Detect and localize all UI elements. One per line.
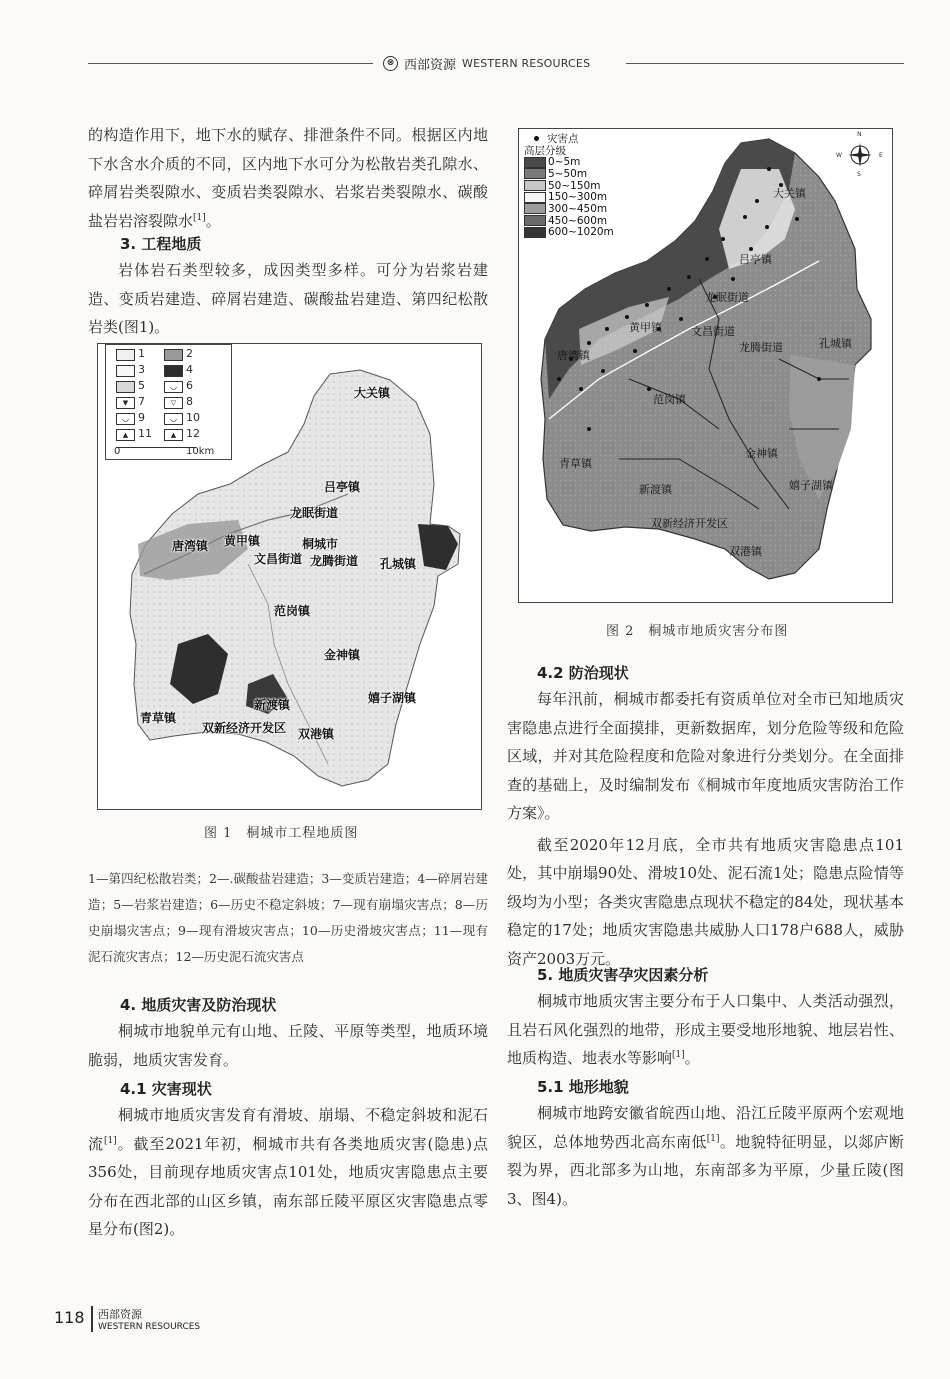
section-5-body-a: 桐城市地质灾害主要分布于人口集中、人类活动强烈，且岩石风化强烈的地带，形成主要受地形地貌、地层岩性、地质构造、地表水等影响 bbox=[507, 992, 904, 1067]
legend-elev-swatch-7 bbox=[524, 227, 546, 238]
figure-1-legend-note: 1—第四纪松散岩类；2—.碳酸盐岩建造；3—变质岩建造；4—碎屑岩建造；5—岩浆岩建造；6—历史不稳定斜坡；7—现有崩塌灾害点；8—历史崩塌灾害点；9—现有滑坡灾害点；10—历史滑坡灾害点；11—现有泥石流灾害点；12—历史泥石流灾害点 bbox=[88, 871, 488, 964]
legend-swatch-1 bbox=[116, 349, 135, 361]
fig1-place-tongcheng: 桐城市 bbox=[302, 537, 339, 551]
fig1-place-kongcheng: 孔城镇 bbox=[380, 557, 417, 571]
intro-text: 的构造作用下，地下水的赋存、排泄条件不同。根据区内地下水含水介质的不同，区内地下水可分为松散岩类孔隙水、碎屑岩类裂隙水、变质岩类裂隙水、岩浆岩类裂隙水、碳酸盐岩岩溶裂隙水 bbox=[88, 126, 488, 230]
compass-e: E bbox=[879, 152, 883, 159]
legend-num-5: 5 bbox=[138, 379, 145, 392]
section-4-2-title: 4.2 防治现状 bbox=[537, 664, 629, 682]
fig2-place-shuangxin: 双新经济开发区 bbox=[651, 517, 728, 530]
figure-1-legend bbox=[105, 344, 232, 460]
running-header bbox=[383, 54, 623, 72]
fig1-place-longmian: 龙眠街道 bbox=[290, 506, 339, 520]
fig2-place-longmian: 龙眠街道 bbox=[705, 291, 749, 304]
legend-swatch-10: ◡ bbox=[164, 413, 183, 425]
section-4-1-body-a: 桐城市地质灾害发育有滑坡、崩塌、不稳定斜坡和泥石流 bbox=[88, 1106, 488, 1153]
section-4-1-ref: [1] bbox=[103, 1135, 117, 1146]
fig2-place-huangjia: 黄甲镇 bbox=[629, 321, 662, 334]
legend-swatch-3 bbox=[116, 365, 135, 377]
legend-swatch-8: ▽ bbox=[164, 397, 183, 409]
legend-elev-row-1 bbox=[524, 156, 614, 168]
section-4-2-body-1: 每年汛前，桐城市都委托有资质单位对全市已知地质灾害隐患点进行全面摸排，更新数据库，划分危险等级和危险区域，并对其危险程度和危险对象进行分类划分。在全面排查的基础上，及时编制发布《桐城市年度地质灾害防治工作方案》。 bbox=[507, 690, 904, 822]
journal-logo-icon: ⊗ bbox=[383, 56, 398, 71]
legend-elev-label-4: 150~300m bbox=[548, 191, 608, 204]
legend-elev-label-2: 5~50m bbox=[548, 167, 588, 180]
legend-elev-label-6: 450~600m bbox=[548, 214, 608, 227]
figure-2-legend bbox=[524, 133, 614, 238]
section-5-text bbox=[507, 987, 904, 1073]
section-5-ref: [1] bbox=[672, 1050, 685, 1060]
fig1-place-tangwan: 唐湾镇 bbox=[172, 539, 209, 553]
footer-journal-cn: 西部资源 bbox=[98, 1308, 142, 1321]
section-3-title: 3. 工程地质 bbox=[120, 235, 202, 253]
section-4-1-body-b: 。截至2021年初，桐城市共有各类地质灾害(隐患)点356处，目前现存地质灾害点101处，地质灾害隐患点主要分布在西北部的山区乡镇，南东部丘陵平原区灾害隐患点零星分布(图2)。 bbox=[88, 1134, 488, 1238]
legend-elev-label-1: 0~5m bbox=[548, 156, 581, 169]
legend-num-10: 10 bbox=[186, 411, 200, 424]
section-4-title: 4. 地质灾害及防治现状 bbox=[120, 996, 277, 1014]
legend-elev-label-5: 300~450m bbox=[548, 202, 608, 215]
fig1-place-longteng: 龙腾街道 bbox=[310, 554, 359, 568]
figure-1-caption: 图 1 桐城市工程地质图 bbox=[204, 826, 359, 841]
scale-bar bbox=[116, 447, 196, 448]
fig2-place-kongcheng: 孔城镇 bbox=[819, 337, 852, 350]
legend-elev-swatch-5 bbox=[524, 203, 546, 214]
section-3-body: 岩体岩石类型较多，成因类型多样。可分为岩浆岩建造、变质岩建造、碎屑岩建造、碳酸盐岩建造、第四纪松散岩类(图1)。 bbox=[88, 261, 488, 336]
legend-elev-swatch-1 bbox=[524, 157, 546, 168]
compass-w: W bbox=[836, 152, 842, 159]
fig2-place-longteng: 龙腾街道 bbox=[739, 341, 783, 354]
fig1-place-shuanggang: 双港镇 bbox=[298, 727, 335, 741]
legend-elev-row-4 bbox=[524, 191, 614, 203]
legend-points-label: 灾害点 bbox=[547, 133, 579, 146]
legend-num-3: 3 bbox=[138, 363, 145, 376]
fig2-place-daguan: 大关镇 bbox=[773, 187, 806, 200]
legend-swatch-9: ◡ bbox=[116, 413, 135, 425]
intro-end: 。 bbox=[205, 211, 221, 230]
header-rule-right bbox=[626, 63, 904, 64]
section-5-1-ref: [1] bbox=[706, 1133, 720, 1144]
compass-rose-svg bbox=[842, 137, 878, 173]
legend-swatch-2 bbox=[164, 349, 183, 361]
fig1-place-wenchang: 文昌街道 bbox=[254, 552, 303, 566]
compass-s: S bbox=[857, 171, 861, 178]
legend-elev-label-7: 600~1020m bbox=[548, 226, 614, 239]
fig1-place-xindu: 新渡镇 bbox=[254, 698, 291, 712]
legend-num-6: 6 bbox=[186, 379, 193, 392]
legend-swatch-7: ▼ bbox=[116, 397, 135, 409]
fig1-place-qingcao: 青草镇 bbox=[140, 711, 177, 725]
scale-start: 0 bbox=[114, 446, 121, 457]
legend-elev-row-7 bbox=[524, 227, 614, 239]
fig1-place-jinshen: 金神镇 bbox=[324, 648, 361, 662]
fig1-place-daguan: 大关镇 bbox=[354, 386, 391, 400]
legend-swatch-12: ▲ bbox=[164, 429, 183, 441]
intro-ref: [1] bbox=[193, 212, 206, 223]
legend-swatch-6: ◡ bbox=[164, 381, 183, 393]
section-4-body: 桐城市地貌单元有山地、丘陵、平原等类型，地质环境脆弱，地质灾害发育。 bbox=[88, 1022, 488, 1069]
figure-2-map bbox=[518, 128, 893, 603]
footer-journal-en: WESTERN RESOURCES bbox=[98, 1322, 201, 1332]
section-5-body-b: 。 bbox=[684, 1049, 700, 1067]
fig2-place-shuanggang: 双港镇 bbox=[729, 545, 762, 558]
legend-num-4: 4 bbox=[186, 363, 193, 376]
section-4-1-text bbox=[88, 1101, 488, 1244]
section-4-2-text bbox=[507, 685, 904, 973]
legend-num-1: 1 bbox=[138, 347, 145, 360]
fig2-place-wenchang: 文昌街道 bbox=[691, 325, 735, 338]
fig1-place-lvting: 吕亭镇 bbox=[324, 480, 361, 494]
fig2-place-tangwan: 唐湾镇 bbox=[557, 349, 590, 362]
fig2-place-fangang: 范岗镇 bbox=[653, 393, 686, 406]
scale-end: 10km bbox=[186, 446, 215, 457]
legend-elev-row-6 bbox=[524, 215, 614, 227]
legend-num-8: 8 bbox=[186, 395, 193, 408]
fig2-place-xindu: 新渡镇 bbox=[639, 483, 672, 496]
section-4-1-title: 4.1 灾害现状 bbox=[120, 1080, 212, 1098]
fig1-place-xizihu: 嬉子湖镇 bbox=[368, 691, 417, 705]
fig1-place-huangjia: 黄甲镇 bbox=[224, 534, 261, 548]
fig1-place-fangang: 范岗镇 bbox=[274, 604, 311, 618]
legend-elev-title-row bbox=[524, 145, 614, 157]
legend-num-11: 11 bbox=[138, 427, 152, 440]
legend-num-12: 12 bbox=[186, 427, 200, 440]
fig2-place-qingcao: 青草镇 bbox=[559, 457, 592, 470]
legend-swatch-4 bbox=[164, 365, 183, 377]
legend-elev-row-3 bbox=[524, 180, 614, 192]
fig2-place-jinshen: 金神镇 bbox=[745, 447, 778, 460]
figure-2-caption: 图 2 桐城市地质灾害分布图 bbox=[606, 624, 789, 639]
figure-1-map bbox=[97, 343, 482, 810]
hazard-point-icon bbox=[534, 136, 539, 141]
section-3-text bbox=[88, 256, 488, 342]
legend-num-9: 9 bbox=[138, 411, 145, 424]
legend-elev-row-5 bbox=[524, 203, 614, 215]
compass-rose-icon bbox=[836, 131, 883, 178]
section-5-title: 5. 地质灾害孕灾因素分析 bbox=[537, 966, 709, 984]
page-number: 118 bbox=[54, 1308, 85, 1327]
footer-divider bbox=[91, 1306, 93, 1332]
intro-paragraph bbox=[88, 121, 488, 235]
section-4-2-body-2: 截至2020年12月底，全市共有地质灾害隐患点101处，其中崩塌90处、滑坡10处、泥石流1处；隐患点险情等级均为小型；各类灾害隐患点现状不稳定的84处，现状基本稳定的17处；地质灾害隐患共威胁人口178户688人，威胁资产2003万元。 bbox=[507, 835, 904, 968]
section-4-text bbox=[88, 1017, 488, 1074]
legend-elev-title: 高层分级 bbox=[524, 145, 566, 158]
section-5-1-body-b: 。地貌特征明显，以郯庐断裂为界，西北部多为山地，东南部多为平原，少量丘陵(图3、图4)。 bbox=[507, 1132, 904, 1208]
section-5-1-title: 5.1 地形地貌 bbox=[537, 1078, 629, 1096]
legend-elev-swatch-2 bbox=[524, 168, 546, 179]
legend-elev-row-2 bbox=[524, 168, 614, 180]
fig1-place-shuangxin: 双新经济开发区 bbox=[202, 721, 287, 735]
compass-n: N bbox=[857, 131, 862, 138]
fig2-place-xizihu: 嬉子湖镇 bbox=[789, 479, 833, 492]
legend-elev-swatch-6 bbox=[524, 215, 546, 226]
header-journal-en: WESTERN RESOURCES bbox=[462, 56, 591, 70]
legend-num-2: 2 bbox=[186, 347, 193, 360]
legend-swatch-11: ▲ bbox=[116, 429, 135, 441]
legend-num-7: 7 bbox=[138, 395, 145, 408]
legend-elev-swatch-3 bbox=[524, 180, 546, 191]
header-rule-left bbox=[88, 63, 373, 64]
section-5-1-text bbox=[507, 1099, 904, 1213]
section-5-1-body-a: 桐城市地跨安徽省皖西山地、沿江丘陵平原两个宏观地貌区，总体地势西北高东南低 bbox=[507, 1104, 904, 1151]
fig2-place-lvting: 吕亭镇 bbox=[739, 253, 772, 266]
header-journal-cn: 西部资源 bbox=[404, 57, 457, 73]
legend-elev-label-3: 50~150m bbox=[548, 179, 601, 192]
legend-swatch-5 bbox=[116, 381, 135, 393]
legend-elev-swatch-4 bbox=[524, 192, 546, 203]
